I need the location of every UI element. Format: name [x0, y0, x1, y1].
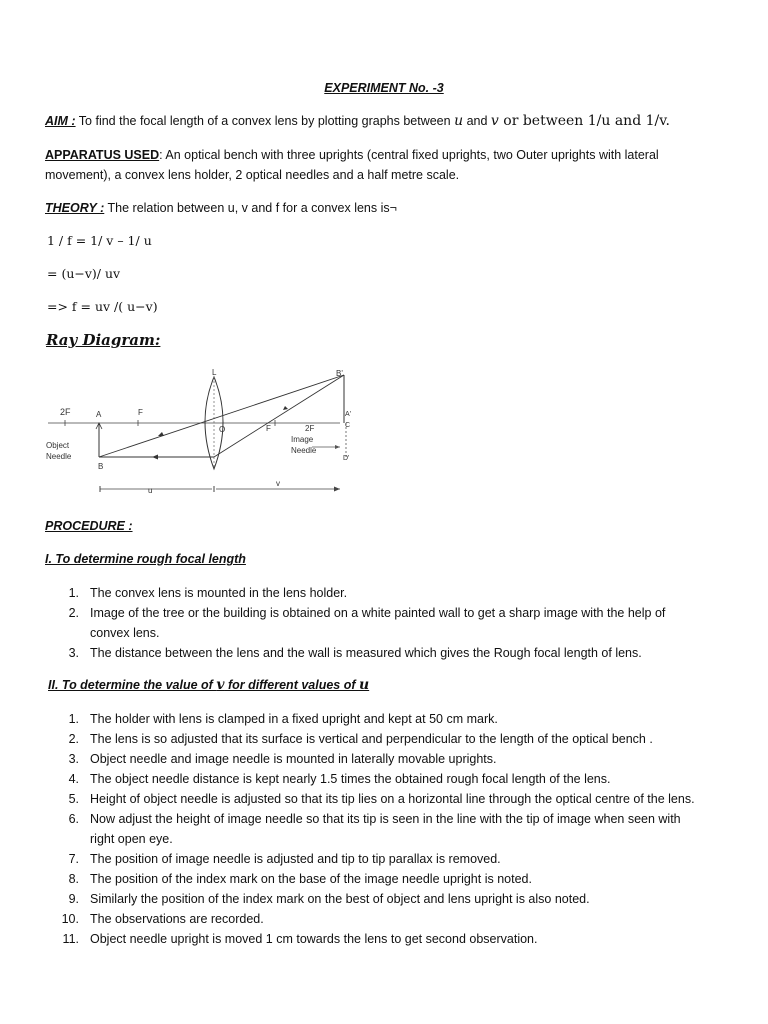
part1-list [45, 583, 725, 663]
apparatus-label: APPARATUS USED [45, 148, 160, 162]
label-d: D' [343, 455, 350, 462]
step-text: The observations are recorded. [90, 912, 264, 926]
step-text: Height of object needle is adjusted so that its tip lies on a horizontal line through the optical centre of the lens. [90, 792, 695, 806]
step-number: 1. [68, 586, 79, 600]
equation-1: 1 / f = 1/ v – 1/ u [47, 233, 152, 248]
aim-and: and [463, 114, 491, 128]
equation-2: = (u−v)/ uv [47, 266, 121, 281]
part1-heading: I. To determine rough focal length [45, 552, 246, 566]
ray-arrow-2 [283, 406, 288, 410]
step-number: 6. [68, 812, 79, 826]
label-image: Image [291, 435, 314, 444]
apparatus-text-1: : An optical bench with three uprights (central fixed uprights, two Outer uprights with lateral [159, 148, 659, 162]
label-b-prime: B' [336, 369, 343, 378]
aim-u: u [454, 113, 464, 129]
ray-diagram-title: Ray Diagram: [46, 331, 161, 349]
procedure-step [45, 749, 735, 769]
experiment-title: EXPERIMENT No. -3 [324, 81, 444, 95]
aim-text-2: or between 1/u and 1/v. [498, 113, 670, 129]
procedure-step [45, 729, 735, 749]
procedure-heading: PROCEDURE : [45, 519, 133, 533]
step-text: convex lens. [90, 626, 160, 640]
step-number: 11. [62, 932, 79, 946]
part2-heading [48, 677, 369, 693]
step-number: 8. [68, 872, 79, 886]
procedure-step [45, 643, 725, 663]
step-number: 4. [68, 772, 79, 786]
step-text: Image of the tree or the building is obtained on a white painted wall to get a sharp image with the help of [90, 606, 666, 620]
step-text: The distance between the lens and the wall is measured which gives the Rough focal length of lens. [90, 646, 642, 660]
procedure-step [45, 603, 725, 623]
procedure-step [45, 789, 735, 809]
label-c: C [345, 422, 351, 429]
ray-diagram [40, 365, 352, 501]
procedure-step [45, 623, 725, 643]
ray-refracted [214, 375, 344, 457]
theory-label: THEORY : [45, 201, 105, 215]
procedure-step [45, 869, 735, 889]
apparatus-paragraph [45, 145, 725, 185]
ray-arrow-3 [158, 432, 164, 436]
part2-heading-a: II. To determine the value of [48, 678, 217, 692]
step-text: Now adjust the height of image needle so that its tip is seen in the line with the tip of image when seen with [90, 812, 681, 826]
procedure-step [45, 929, 735, 949]
v-arrow-head [334, 487, 340, 492]
ray-through-center [99, 375, 344, 457]
label-object-needle: Needle [46, 452, 72, 461]
step-number: 1. [68, 712, 79, 726]
step-number: 3. [68, 752, 79, 766]
label-l: L [212, 368, 217, 377]
label-f-left: F [138, 408, 143, 417]
procedure-step [45, 769, 735, 789]
theory-text: The relation between u, v and f for a convex lens is¬ [104, 201, 397, 215]
theory-paragraph [45, 198, 725, 218]
label-v: v [276, 479, 280, 488]
step-number: 9. [68, 892, 79, 906]
step-number: 5. [68, 792, 79, 806]
label-u: u [148, 486, 153, 495]
procedure-step [45, 709, 735, 729]
procedure-step [45, 809, 735, 829]
step-number: 10. [61, 912, 79, 926]
label-image-needle: Needle [291, 446, 317, 455]
equation-3: => f = uv /( u−v) [47, 299, 158, 314]
label-2f-right: 2F [305, 424, 315, 433]
part2-heading-b: for different values of [224, 678, 359, 692]
aim-label: AIM : [45, 114, 76, 128]
step-text: The object needle distance is kept nearly 1.5 times the obtained rough focal length of the lens. [90, 772, 611, 786]
aim-paragraph [45, 111, 725, 131]
step-text: The position of image needle is adjusted and tip to tip parallax is removed. [90, 852, 501, 866]
part2-list [45, 709, 735, 949]
procedure-step [45, 849, 735, 869]
aim-text-1: To find the focal length of a convex lens by plotting graphs between [75, 114, 455, 128]
label-2f-left: 2F [60, 407, 71, 417]
step-text: Object needle upright is moved 1 cm towards the lens to get second observation. [90, 932, 538, 946]
step-number: 7. [68, 852, 79, 866]
step-text: right open eye. [90, 832, 173, 846]
part2-heading-u: u [358, 677, 370, 693]
step-text: The position of the index mark on the base of the image needle upright is noted. [90, 872, 532, 886]
step-number: 3. [68, 646, 79, 660]
procedure-step [45, 829, 735, 849]
label-f-right: F [266, 424, 271, 433]
step-text: Object needle and image needle is mounted in laterally movable uprights. [90, 752, 497, 766]
step-number: 2. [68, 732, 79, 746]
label-object: Object [46, 441, 70, 450]
step-text: The lens is so adjusted that its surface is vertical and perpendicular to the length of the optical bench . [90, 732, 653, 746]
label-b: B [98, 462, 104, 471]
apparatus-text-2: movement), a convex lens holder, 2 optical needles and a half metre scale. [45, 168, 460, 182]
image-needle-pointer-head [335, 445, 340, 449]
procedure-step [45, 909, 735, 929]
step-text: The convex lens is mounted in the lens holder. [90, 586, 348, 600]
step-text: The holder with lens is clamped in a fixed upright and kept at 50 cm mark. [90, 712, 498, 726]
procedure-step [45, 583, 725, 603]
ray-arrow-1 [152, 455, 158, 460]
step-number: 2. [68, 606, 79, 620]
step-text: Similarly the position of the index mark on the best of object and lens upright is also noted. [90, 892, 590, 906]
part2-heading-v: v [216, 677, 225, 693]
aim-v: v [490, 113, 499, 129]
label-a: A [96, 410, 102, 419]
procedure-step [45, 889, 735, 909]
label-a-prime: A' [345, 411, 352, 418]
label-o: O [219, 425, 226, 434]
